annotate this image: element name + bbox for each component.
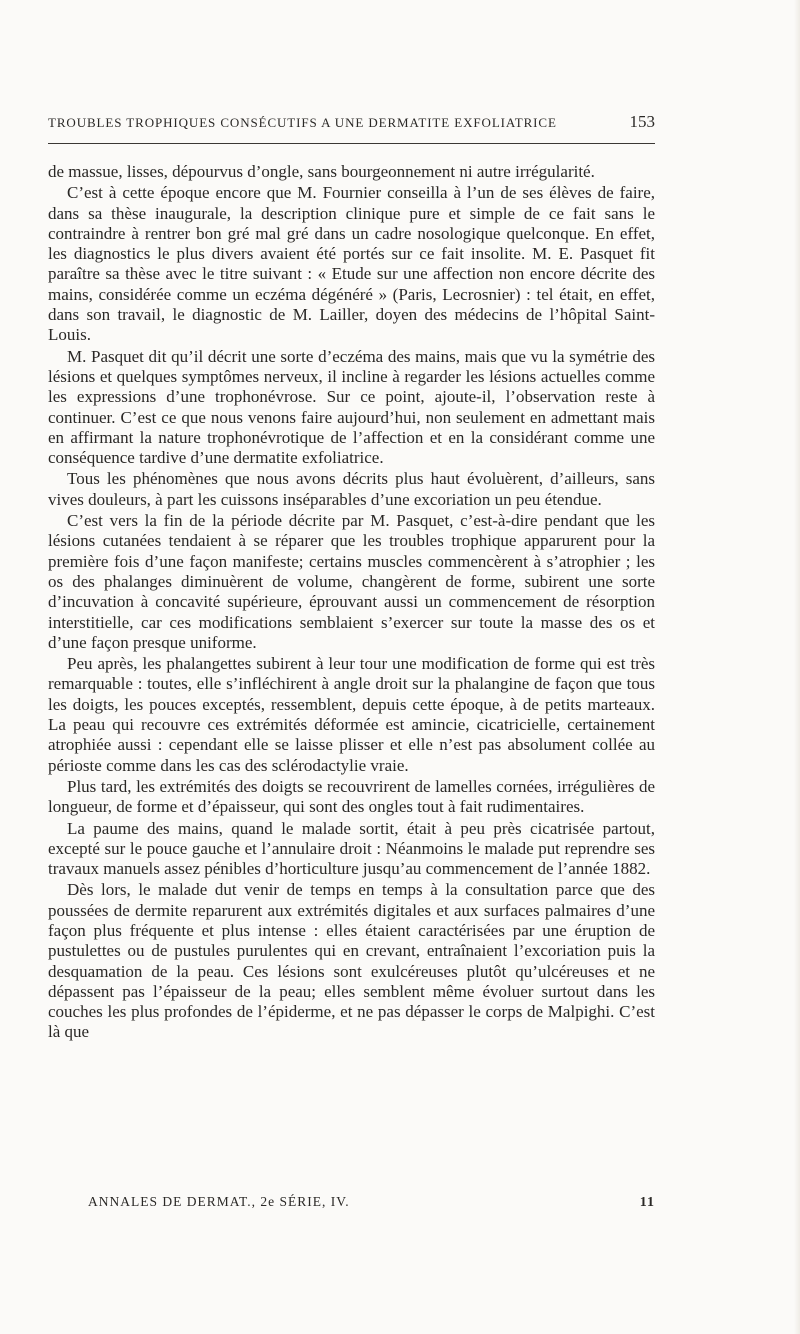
journal-signature: ANNALES DE DERMAT., 2e SÉRIE, IV. xyxy=(88,1194,350,1209)
paragraph: Dès lors, le malade dut venir de temps en temps à la consultation parce que des poussées de dermite reparurent aux extrémités digitales et aux surfaces palmaires d’une façon plus fréquente et plus intense : elles étaient caractérisées par une éruption de pustulettes ou de pustules purulentes qui en crevant, entraînaient l’excoriation puis la desquamation de la peau. Ces lésions sont exulcéreuses plutôt qu’ulcéreuses et ne dépassent pas l’épaisseur de la peau; elles semblent même évoluer surtout dans les couches les plus profondes de l’épiderme, et ne pas dépasser le corps de Malpighi. C’est là que xyxy=(48,880,655,1042)
paragraph: de massue, lisses, dépourvus d’ongle, sans bourgeonnement ni autre irrégularité. xyxy=(48,162,595,181)
body-text xyxy=(48,162,655,1043)
header-rule xyxy=(48,143,655,144)
running-head xyxy=(48,112,655,132)
paragraph: Tous les phénomènes que nous avons décrits plus haut évoluèrent, d’ailleurs, sans vives douleurs, à part les cuissons inséparables d’une excoriation un peu étendue. xyxy=(48,469,655,509)
page-number: 153 xyxy=(629,112,655,131)
page-edge xyxy=(794,0,800,1334)
paragraph: M. Pasquet dit qu’il décrit une sorte d’eczéma des mains, mais que vu la symétrie des lésions et quelques symptômes nerveux, il incline à regarder les lésions actuelles comme les expressions d’une trophonévrose. Sur ce point, ajoute-il, l’observation reste à continuer. C’est ce que nous venons faire aujourd’hui, non seulement en admettant mais en affirmant la nature trophonévrotique de l’affection et en la considérant comme une conséquence tardive d’une dermatite exfoliatrice. xyxy=(48,346,655,468)
paragraph: La paume des mains, quand le malade sortit, était à peu près cicatrisée partout, excepté sur le pouce gauche et l’annulaire droit : Néanmoins le malade put reprendre ses travaux manuels assez pénibles d’horticulture jusqu’au commencement de l’année 1882. xyxy=(48,818,655,879)
gathering-signature: 11 xyxy=(639,1195,655,1210)
running-head-title: TROUBLES TROPHIQUES CONSÉCUTIFS A UNE DERMATITE EXFOLIATRICE xyxy=(48,115,557,130)
paragraph: C’est à cette époque encore que M. Fournier conseilla à l’un de ses élèves de faire, dans sa thèse inaugurale, la description clinique pure et simple de ce fait sans le contraindre à rentrer bon gré mal gré dans un cadre nosologique quelconque. En effet, les diagnostics le plus divers avaient été portés sur ce fait insolite. M. E. Pasquet fit paraître sa thèse avec le titre suivant : « Etude sur une affection non encore décrite des mains, considérée comme un eczéma dégénéré » (Paris, Lecrosnier) : tel était, en effet, dans son travail, le diagnostic de M. Lailler, doyen des médecins de l’hôpital Saint-Louis. xyxy=(48,183,655,345)
page-footer xyxy=(88,1194,655,1211)
paragraph: Plus tard, les extrémités des doigts se recouvrirent de lamelles cornées, irrégulières de longueur, de forme et d’épaisseur, qui sont des ongles tout à fait rudimentaires. xyxy=(48,776,655,817)
paragraph: C’est vers la fin de la période décrite par M. Pasquet, c’est-à-dire pendant que les lésions cutanées tendaient à se réparer que les troubles trophique apparurent pour la première fois d’une façon manifeste; certains muscles commencèrent à s’atrophier ; les os des phalanges diminuèrent de volume, changèrent de forme, subirent une sorte d’incuvation à concavité supérieure, éprouvant aussi un commencement de résorption interstitielle, car ces modifications semblaient s’exercer sur toute la masse des os et d’une façon presque uniforme. xyxy=(48,511,655,652)
paragraph: Peu après, les phalangettes subirent à leur tour une modification de forme qui est très remarquable : toutes, elle s’infléchirent à angle droit sur la phalangine de façon que tous les doigts, les pouces exceptés, ressemblent, depuis cette époque, à de petits marteaux. La peau qui recouvre ces extrémités déformée est amincie, cicatricielle, certainement atrophiée aussi : cependant elle se laisse plisser et elle n’est pas absolument collée au périoste comme dans les cas des sclérodactylie vraie. xyxy=(48,654,655,775)
